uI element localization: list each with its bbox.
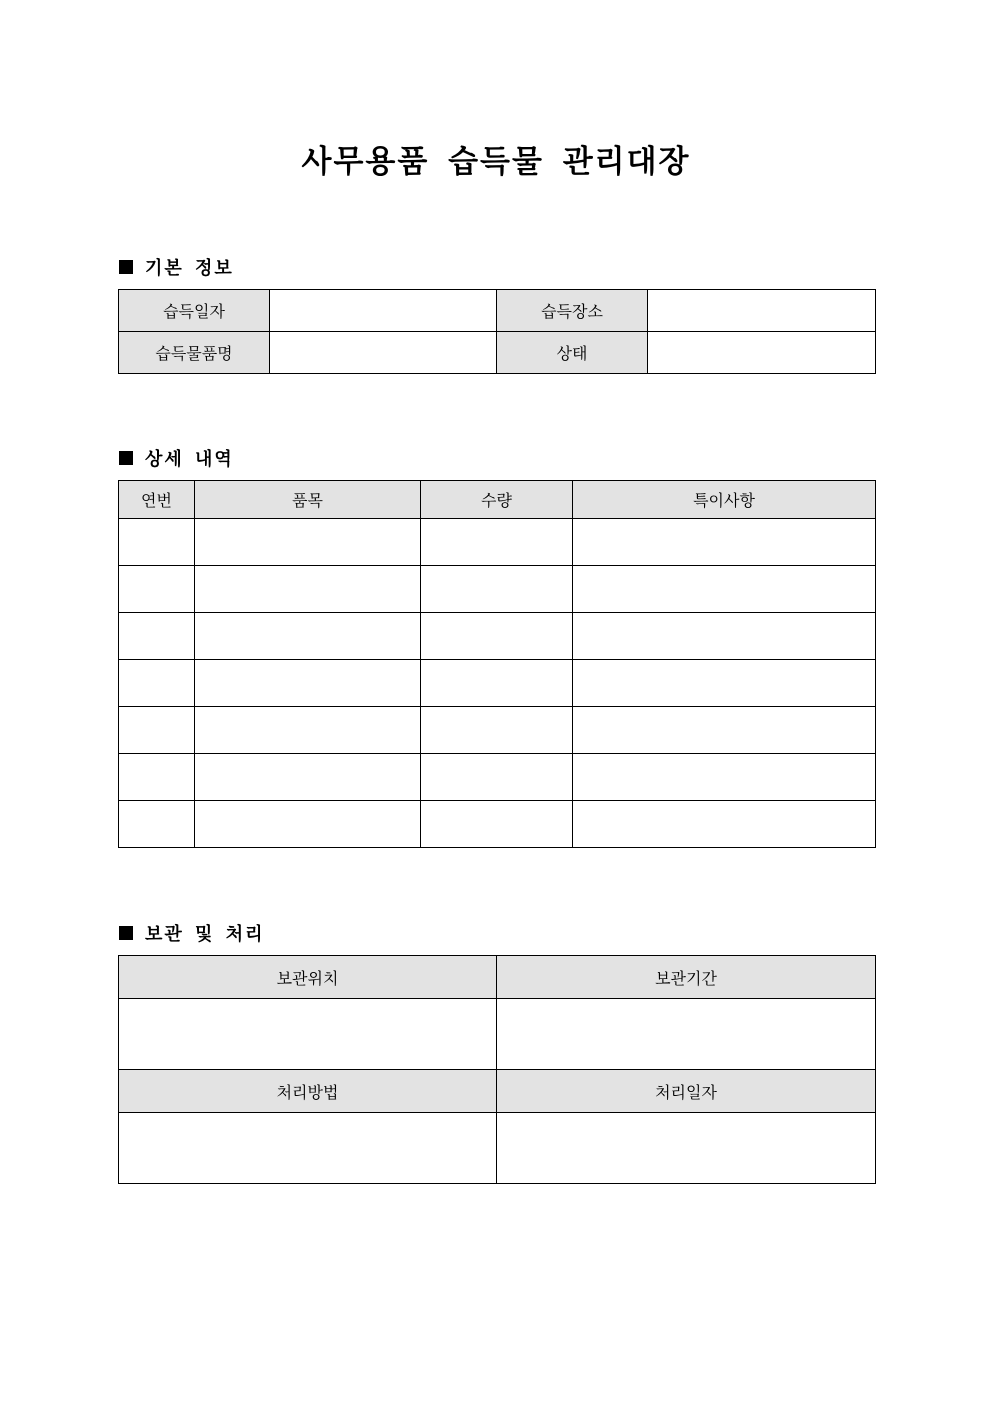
storage-period-label: 보관기간 (497, 956, 876, 999)
storage-disposal-table (118, 955, 876, 1184)
page-title: 사무용품 습득물 관리대장 (301, 144, 691, 180)
section-heading-detail (119, 445, 234, 471)
disposal-date-field[interactable] (497, 1113, 876, 1184)
basic-info-table (118, 289, 876, 374)
square-bullet-icon (119, 451, 133, 465)
item-cell[interactable] (195, 660, 421, 707)
serial-cell[interactable] (119, 566, 195, 613)
quantity-cell[interactable] (421, 566, 573, 613)
section-heading-basic-label: 기본 정보 (145, 258, 234, 279)
acquired-place-label: 습득장소 (497, 290, 648, 332)
remarks-cell[interactable] (573, 519, 876, 566)
table-row (119, 566, 876, 613)
section-heading-storage-label: 보관 및 처리 (145, 924, 265, 945)
item-cell[interactable] (195, 613, 421, 660)
serial-cell[interactable] (119, 519, 195, 566)
remarks-cell[interactable] (573, 566, 876, 613)
disposal-method-field[interactable] (119, 1113, 497, 1184)
disposal-method-label: 처리방법 (119, 1070, 497, 1113)
table-row (119, 801, 876, 848)
item-name-field[interactable] (270, 332, 497, 374)
remarks-cell[interactable] (573, 801, 876, 848)
column-header-quantity: 수량 (421, 481, 573, 519)
remarks-cell[interactable] (573, 707, 876, 754)
section-heading-storage (119, 920, 264, 946)
table-row (119, 707, 876, 754)
remarks-cell[interactable] (573, 613, 876, 660)
acquired-date-label: 습득일자 (119, 290, 270, 332)
section-heading-detail-label: 상세 내역 (145, 449, 234, 470)
serial-cell[interactable] (119, 613, 195, 660)
table-row (119, 754, 876, 801)
serial-cell[interactable] (119, 660, 195, 707)
serial-cell[interactable] (119, 707, 195, 754)
storage-location-label: 보관위치 (119, 956, 497, 999)
status-label: 상태 (497, 332, 648, 374)
quantity-cell[interactable] (421, 613, 573, 660)
storage-location-field[interactable] (119, 999, 497, 1070)
remarks-cell[interactable] (573, 660, 876, 707)
quantity-cell[interactable] (421, 660, 573, 707)
table-row (119, 519, 876, 566)
serial-cell[interactable] (119, 754, 195, 801)
column-header-remarks: 특이사항 (573, 481, 876, 519)
item-name-label: 습득물품명 (119, 332, 270, 374)
item-cell[interactable] (195, 566, 421, 613)
quantity-cell[interactable] (421, 519, 573, 566)
item-cell[interactable] (195, 707, 421, 754)
item-cell[interactable] (195, 519, 421, 566)
item-cell[interactable] (195, 801, 421, 848)
status-field[interactable] (648, 332, 876, 374)
detail-table-header-row (119, 481, 876, 519)
quantity-cell[interactable] (421, 754, 573, 801)
table-row (119, 660, 876, 707)
section-heading-basic (119, 254, 234, 280)
table-row (119, 613, 876, 660)
detail-table (118, 480, 876, 848)
acquired-place-field[interactable] (648, 290, 876, 332)
item-cell[interactable] (195, 754, 421, 801)
column-header-item: 품목 (195, 481, 421, 519)
acquired-date-field[interactable] (270, 290, 497, 332)
serial-cell[interactable] (119, 801, 195, 848)
square-bullet-icon (119, 260, 133, 274)
column-header-serial: 연번 (119, 481, 195, 519)
quantity-cell[interactable] (421, 801, 573, 848)
square-bullet-icon (119, 926, 133, 940)
quantity-cell[interactable] (421, 707, 573, 754)
remarks-cell[interactable] (573, 754, 876, 801)
storage-period-field[interactable] (497, 999, 876, 1070)
disposal-date-label: 처리일자 (497, 1070, 876, 1113)
